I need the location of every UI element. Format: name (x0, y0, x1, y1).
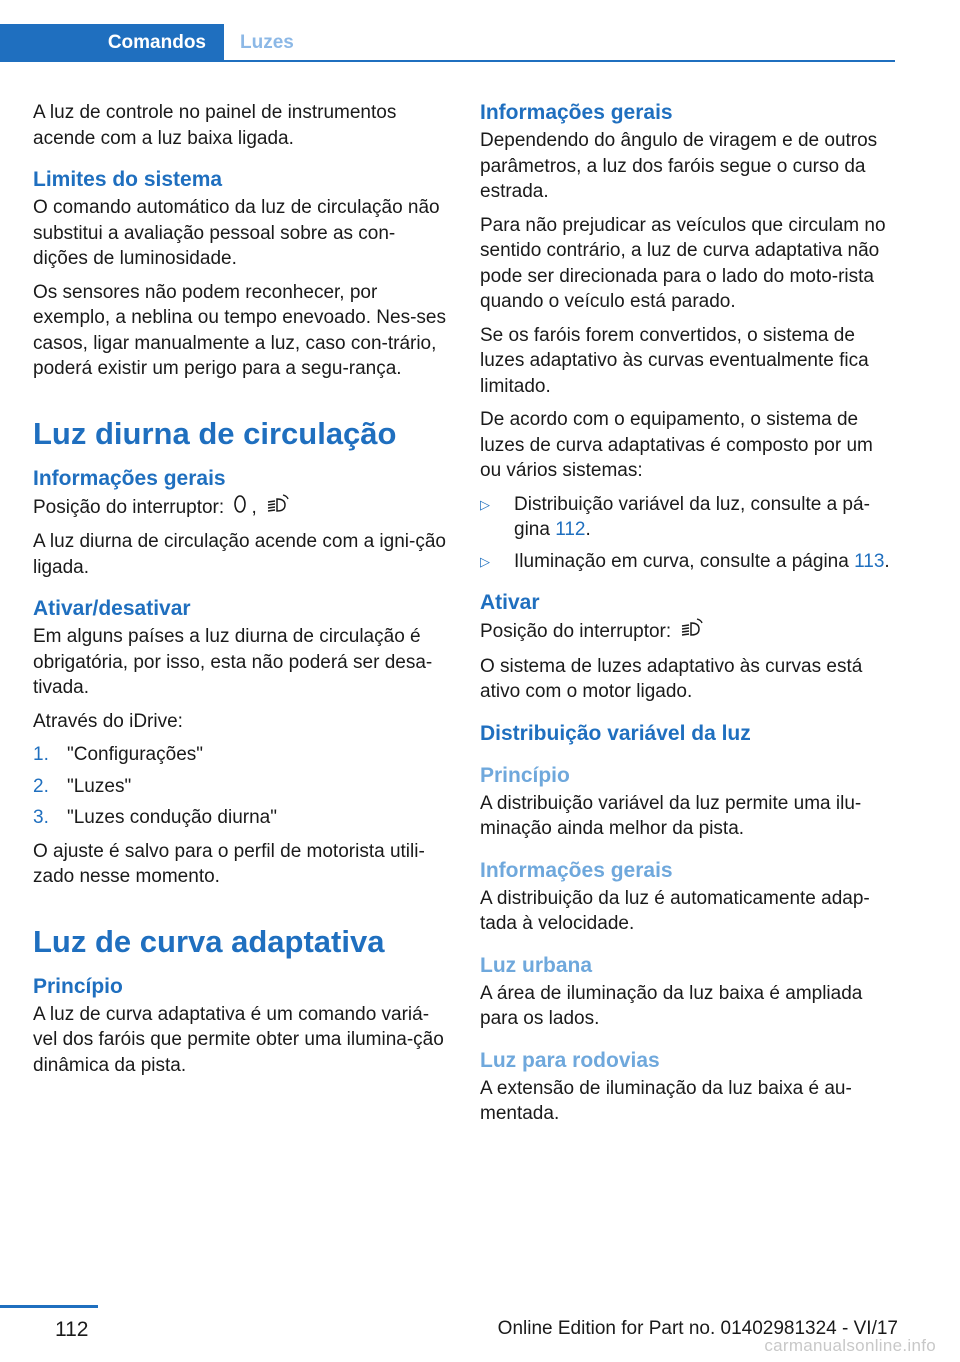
page-number: 112 (55, 1318, 89, 1341)
heading-luz-curva: Luz de curva adaptativa (33, 923, 385, 959)
idrive-steps-list (33, 742, 448, 831)
heading-ativar: Ativar (480, 591, 540, 614)
step-text: "Configurações" (67, 744, 204, 765)
heading-principio: Princípio (33, 974, 123, 998)
paragraph: Se os faróis forem convertidos, o sistema de luzes adaptativo às curvas eventualmente fica limitado. (480, 324, 869, 397)
heading-ativar-desativar: Ativar/desativar (33, 597, 191, 620)
left-column (33, 100, 448, 1086)
list-item (33, 742, 448, 768)
list-item (33, 774, 448, 800)
switch-position-line (480, 618, 898, 646)
heading-limites-sistema: Limites do sistema (33, 168, 223, 191)
systems-list (480, 492, 898, 575)
step-text: "Luzes condução diurna" (67, 807, 277, 828)
heading-distribuicao-variavel: Distribuição variável da luz (480, 721, 751, 745)
auto-headlight-icon (266, 494, 290, 522)
heading-informacoes-gerais: Informações gerais (480, 858, 673, 882)
header-divider (0, 60, 895, 62)
paragraph: De acordo com o equipamento, o sistema de luzes de curva adaptativas é composto por um ou vários sistemas: (480, 409, 873, 481)
auto-headlight-icon (680, 618, 704, 646)
heading-luz-urbana: Luz urbana (480, 953, 593, 977)
list-item (480, 492, 898, 543)
tab-comandos-label: Comandos (107, 32, 206, 53)
footer-divider (0, 1305, 98, 1308)
paragraph: Através do iDrive: (33, 710, 183, 732)
tab-comandos[interactable] (0, 24, 224, 62)
tab-luzes[interactable] (240, 24, 294, 62)
switch-position-line (33, 494, 448, 522)
paragraph: A distribuição variável da luz permite uma ilu-minação ainda melhor da pista. (480, 792, 862, 839)
edition-text: Online Edition for Part no. 01402981324 - VI/17 (497, 1318, 898, 1339)
bullet-triangle-icon: ▷ (480, 496, 490, 512)
list-item (480, 549, 898, 575)
heading-principio: Princípio (480, 763, 570, 787)
header-tabs (0, 24, 895, 62)
period: . (884, 550, 890, 572)
period: . (585, 519, 591, 540)
paragraph: A área de iluminação da luz baixa é ampliada para os lados. (480, 982, 863, 1029)
heading-informacoes-gerais: Informações gerais (33, 466, 226, 490)
bullet-text (514, 492, 898, 543)
paragraph: O comando automático da luz de circulação não substitui a avaliação pessoal sobre as con-dições de luminosidade. (33, 197, 440, 269)
paragraph: A luz de curva adaptativa é um comando variá-vel dos faróis que permite obter uma ilumina-ção dinâmica da pista. (33, 1003, 444, 1076)
paragraph: O sistema de luzes adaptativo às curvas está ativo com o motor ligado. (480, 655, 863, 702)
paragraph: A extensão de iluminação da luz baixa é au-mentada. (480, 1077, 852, 1124)
list-item (33, 805, 448, 831)
paragraph: Os sensores não podem reconhecer, por exemplo, a neblina ou tempo enevoado. Nes-ses casos, ligar manualmente a luz, caso con-trário, poderá existir um perigo para a segu-rança. (33, 281, 446, 379)
bullet-text-content: Iluminação em curva, consulte a página (514, 550, 849, 572)
heading-informacoes-gerais: Informações gerais (480, 101, 673, 124)
heading-luz-rodovias: Luz para rodovias (480, 1048, 660, 1072)
switch-position-label: Posição do interruptor: (480, 620, 672, 642)
separator-comma: , (251, 496, 257, 518)
tab-luzes-label: Luzes (240, 32, 294, 53)
page-link-113[interactable]: 113 (854, 550, 885, 572)
heading-luz-diurna: Luz diurna de circulação (33, 415, 397, 451)
switch-position-label: Posição do interruptor: (33, 496, 225, 518)
bullet-text (514, 549, 890, 575)
step-number: 2. (33, 775, 49, 797)
step-text: "Luzes" (67, 775, 132, 797)
paragraph: Em alguns países a luz diurna de circulação é obrigatória, por isso, esta não poderá ser desa-tivada. (33, 626, 433, 698)
bullet-text-content: Distribuição variável da luz, consulte a pá-gina (514, 493, 870, 540)
paragraph: Para não prejudicar as veículos que circulam no sentido contrário, a luz de curva adaptativa não pode ser direcionada para o lado do moto-rista quando o veículo está parado. (480, 214, 886, 312)
bullet-triangle-icon: ▷ (480, 553, 490, 569)
paragraph: A luz diurna de circulação acende com a igni-ção ligada. (33, 531, 446, 578)
page-link-112[interactable]: 112 (555, 519, 586, 540)
watermark: carmanualsonline.info (764, 1336, 936, 1355)
light-switch-off-icon (233, 494, 247, 522)
right-column (480, 100, 898, 1135)
step-number: 3. (33, 807, 49, 828)
paragraph: A luz de controle no painel de instrumentos acende com a luz baixa ligada. (33, 102, 397, 149)
step-number: 1. (33, 744, 49, 765)
paragraph: O ajuste é salvo para o perfil de motorista utili-zado nesse momento. (33, 840, 425, 887)
paragraph: A distribuição da luz é automaticamente adap-tada à velocidade. (480, 887, 870, 934)
paragraph: Dependendo do ângulo de viragem e de outros parâmetros, a luz dos faróis segue o curso da estrada. (480, 130, 878, 202)
